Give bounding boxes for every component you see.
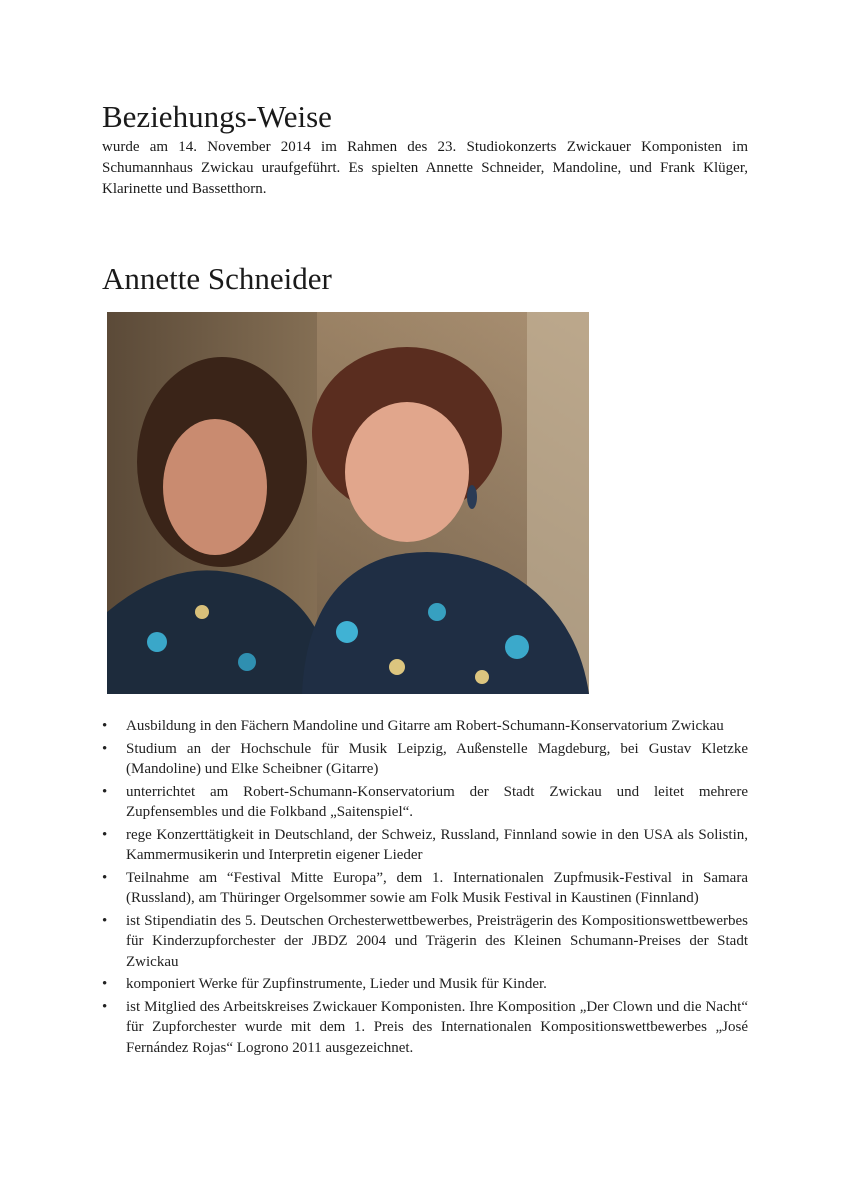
- bio-text: Ausbildung in den Fächern Mandoline und Gitarre am Robert-Schumann-Konservatorium Zwickau: [126, 718, 724, 735]
- document-page: [102, 100, 748, 1060]
- bio-item: [102, 974, 748, 995]
- bio-item: [102, 911, 748, 973]
- bio-item: [102, 868, 748, 909]
- bullet-icon: •: [102, 976, 108, 993]
- artist-portrait-photo: [107, 312, 589, 694]
- bio-text: Studium an der Hochschule für Musik Leipzig, Außenstelle Magdeburg, bei Gustav Kletzke (Mandoline) und Elke Scheibner (Gitarre): [126, 740, 748, 778]
- bio-text: Teilnahme am “Festival Mitte Europa”, dem 1. Internationalen Zupfmusik-Festival in Samara (Russland), am Thüringer Orgelsommer sowie am Folk Musik Festival in Kaustinen (Finnland): [126, 869, 748, 907]
- bio-text: komponiert Werke für Zupfinstrumente, Lieder und Musik für Kinder.: [126, 976, 547, 993]
- bio-text: rege Konzerttätigkeit in Deutschland, der Schweiz, Russland, Finnland sowie in den USA als Solistin, Kammermusikerin und Interpretin eigener Lieder: [126, 826, 748, 864]
- bio-item: [102, 782, 748, 823]
- bio-text: ist Mitglied des Arbeitskreises Zwickauer Komponisten. Ihre Komposition „Der Clown und die Nacht“ für Zupforchester wurde mit dem 1. Preis des Internationalen Kompositionswettbewerbes „José Fernández Rojas“ Logrono 2011 ausgezeichnet.: [126, 998, 748, 1056]
- bio-item: [102, 716, 748, 737]
- bio-item: [102, 997, 748, 1059]
- bio-item: [102, 739, 748, 780]
- piece-title: Beziehungs-Weise: [102, 99, 332, 134]
- bio-item: [102, 825, 748, 866]
- piece-description: wurde am 14. November 2014 im Rahmen des 23. Studiokonzerts Zwickauer Komponisten im Schumannhaus Zwickau uraufgeführt. Es spielten Annette Schneider, Mandoline, und Frank Klüger, Klarinette und Bassetthorn.: [102, 139, 748, 198]
- bullet-icon: •: [102, 912, 108, 929]
- bio-text: ist Stipendiatin des 5. Deutschen Orchesterwettbewerbes, Preisträgerin des Kompositionswettbewerbes für Kinderzupforchester der JBDZ 2004 und Trägerin des Kleinen Schumann-Preises der Stadt Zwickau: [126, 912, 748, 970]
- bullet-icon: •: [102, 998, 108, 1015]
- bullet-icon: •: [102, 783, 108, 800]
- bullet-icon: •: [102, 718, 108, 735]
- bullet-icon: •: [102, 826, 108, 843]
- artist-name-heading: Annette Schneider: [102, 261, 332, 297]
- bullet-icon: •: [102, 869, 108, 886]
- bullet-icon: •: [102, 740, 108, 757]
- bio-text: unterrichtet am Robert-Schumann-Konservatorium der Stadt Zwickau und leitet mehrere Zupfensembles und die Folkband „Saitenspiel“.: [126, 783, 748, 821]
- artist-bio-list: [102, 716, 748, 1058]
